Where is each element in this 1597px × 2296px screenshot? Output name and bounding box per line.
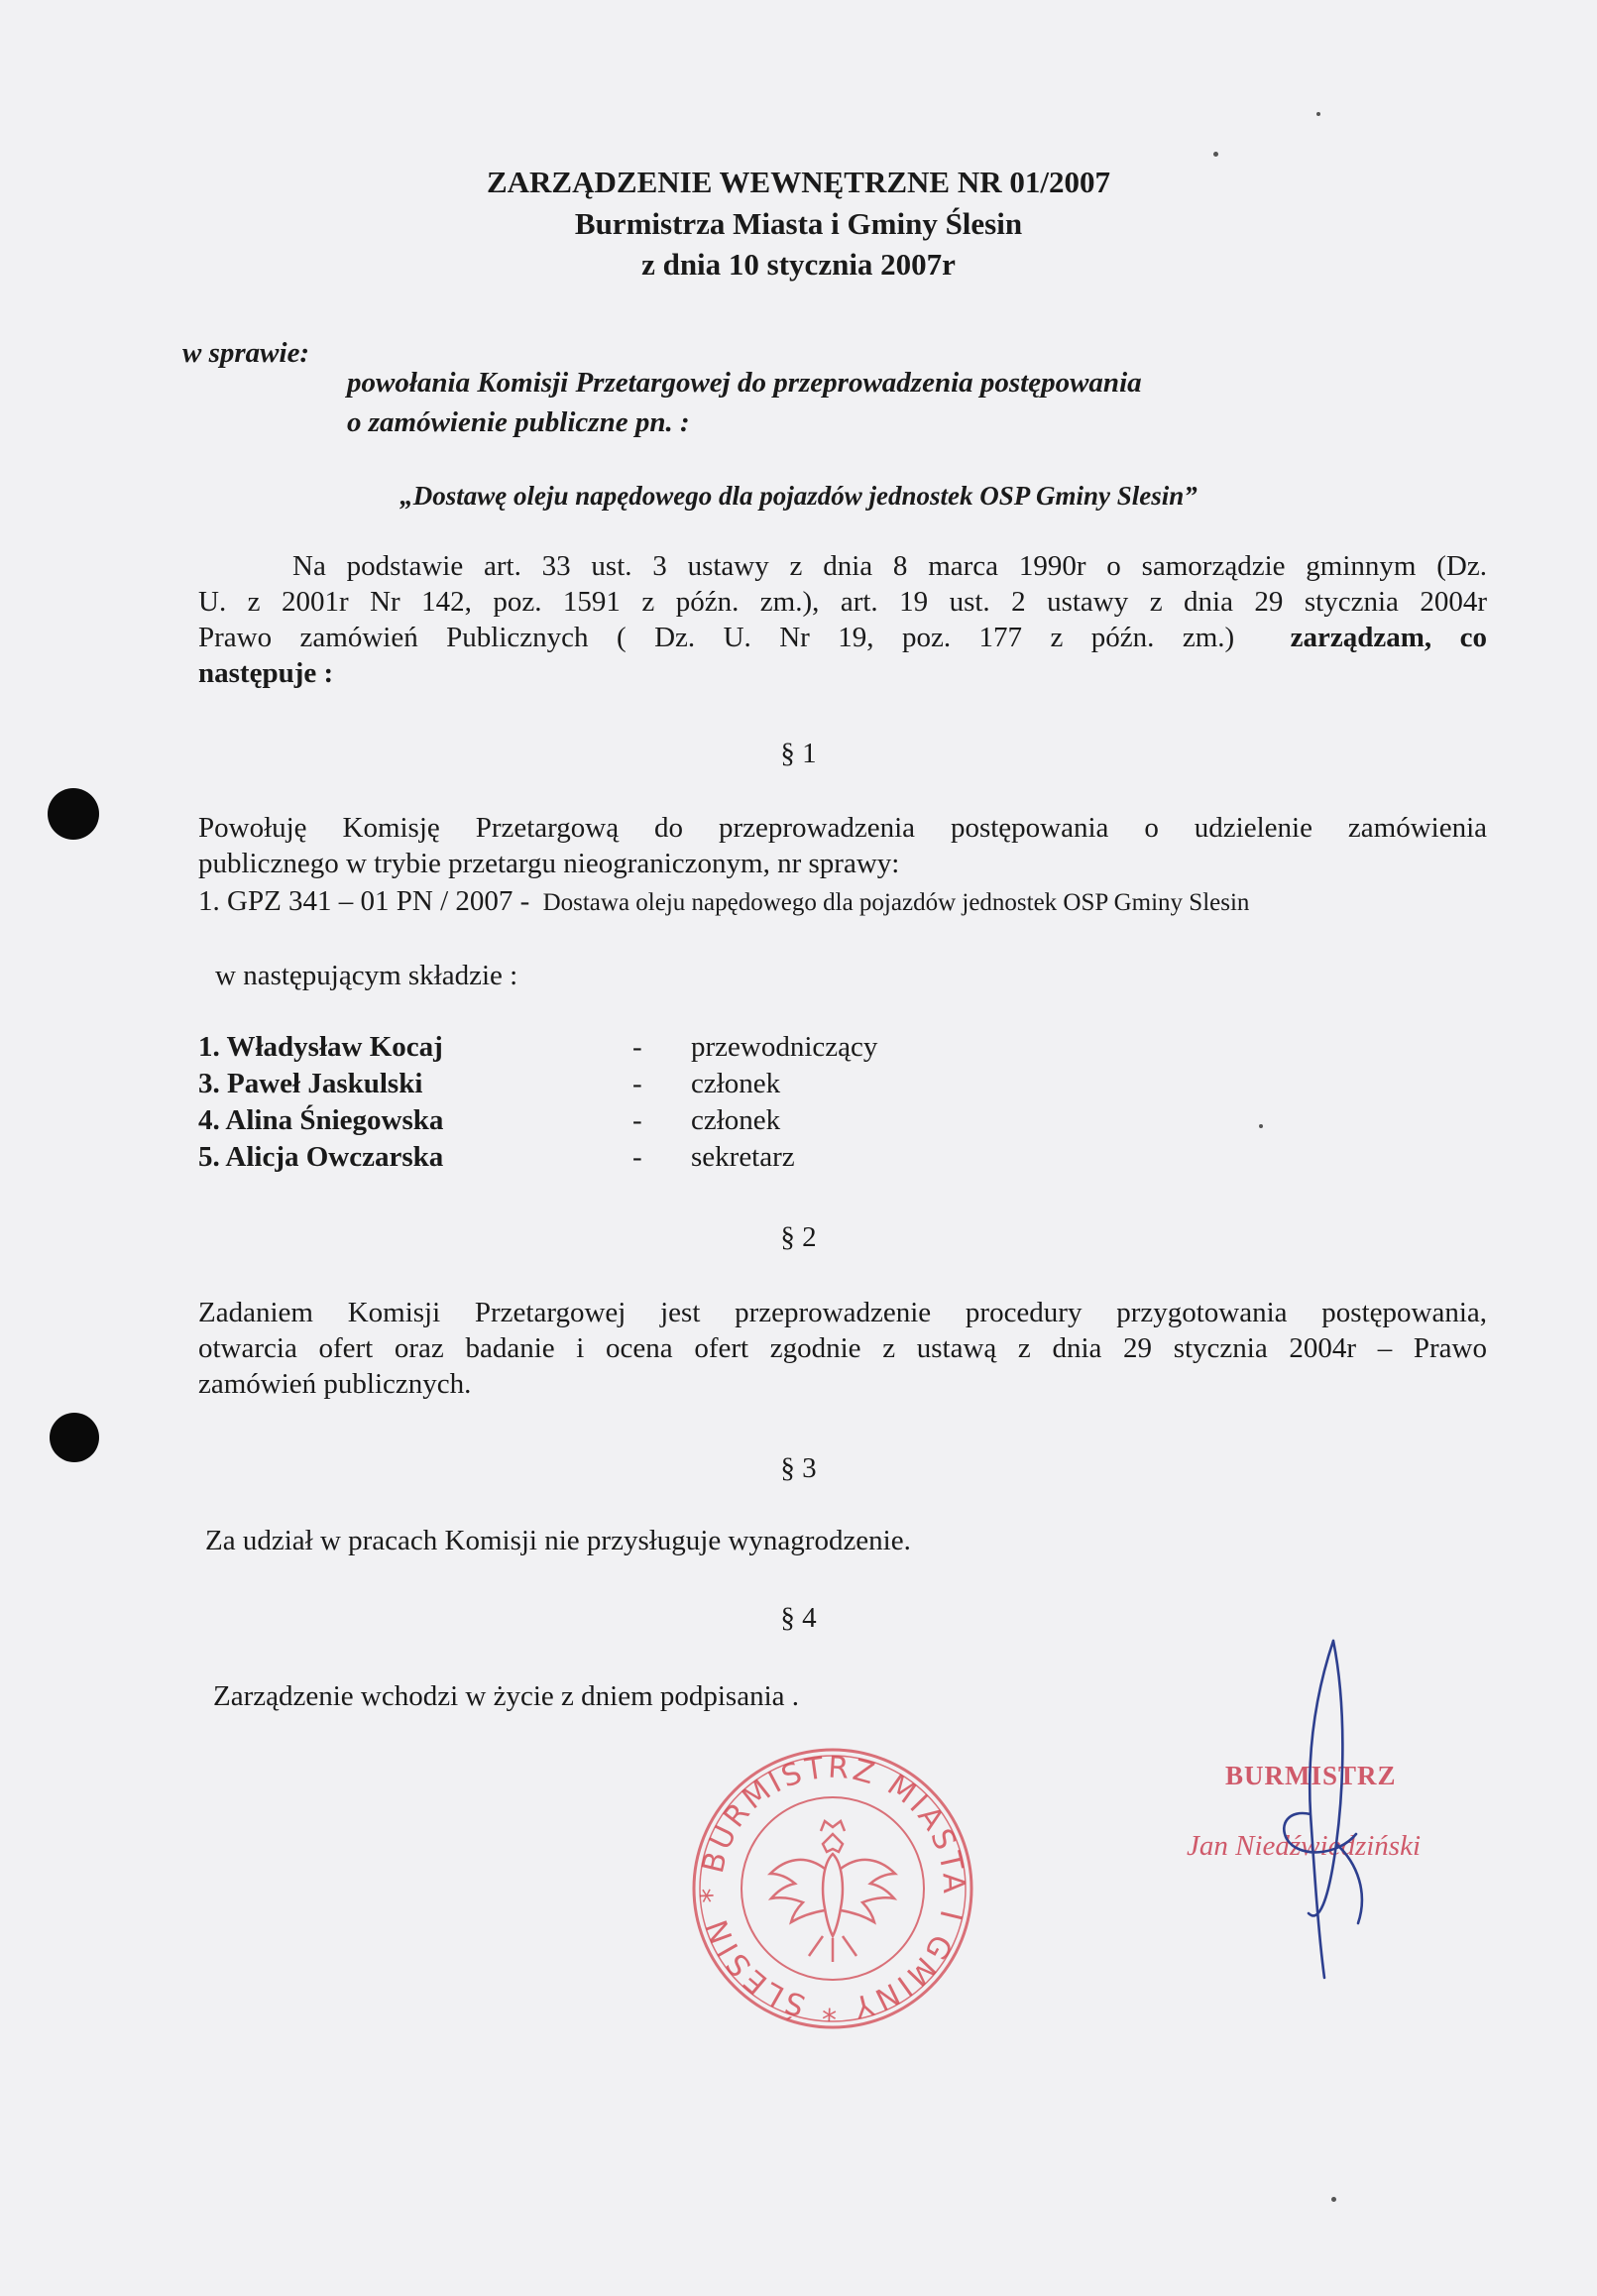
member-dash: -: [632, 1068, 642, 1099]
section-4-text: Zarządzenie wchodzi w życie z dniem podpisania .: [213, 1680, 800, 1712]
subject-line-2: o zamówienie publiczne pn. :: [347, 406, 690, 438]
basis-line-4: następuje :: [198, 657, 334, 689]
signature-title: BURMISTRZ: [1225, 1761, 1397, 1790]
member-dash: -: [632, 1141, 642, 1173]
section-3-text: Za udział w pracach Komisji nie przysługuje wynagrodzenie.: [205, 1525, 911, 1556]
punch-hole: [48, 788, 99, 840]
section-3-heading: § 3: [780, 1452, 817, 1484]
section-1-heading: § 1: [780, 738, 817, 769]
legal-basis-paragraph: [198, 548, 1487, 691]
section-1-line-3: [198, 885, 1249, 918]
section-2-paragraph: [198, 1295, 1487, 1402]
eagle-emblem: [770, 1821, 895, 1962]
signature-name: Jan Niedźwiedziński: [1187, 1830, 1422, 1862]
document-issuer: Burmistrza Miasta i Gminy Ślesin: [574, 206, 1023, 241]
section-2-heading: § 2: [780, 1221, 817, 1253]
basis-line-3-regular: Prawo zamówień Publicznych ( Dz. U. Nr 19, poz. 177 z późn. zm.): [198, 622, 1235, 653]
scan-speck: [1259, 1124, 1263, 1128]
member-role: przewodniczący: [691, 1031, 878, 1063]
composition-label: w następującym składzie :: [215, 960, 518, 991]
member-name: 3. Paweł Jaskulski: [198, 1068, 423, 1099]
subject-label: w sprawie:: [182, 337, 310, 369]
section-1-paragraph: [198, 810, 1487, 881]
member-role: członek: [691, 1104, 781, 1136]
punch-hole: [50, 1413, 99, 1462]
document-date: z dnia 10 stycznia 2007r: [641, 247, 956, 282]
basis-line-2: U. z 2001r Nr 142, poz. 1591 z późn. zm.), art. 19 ust. 2 ustawy z dnia 29 stycznia 2004r: [198, 586, 1487, 618]
member-name: 1. Władysław Kocaj: [198, 1031, 443, 1063]
section-4-heading: § 4: [780, 1602, 817, 1634]
section-1-line-1: Powołuję Komisję Przetargową do przeprowadzenia postępowania o udzielenie zamówienia: [198, 812, 1487, 844]
document-title: ZARZĄDZENIE WEWNĘTRZNE NR 01/2007: [486, 165, 1110, 199]
case-number: 1. GPZ 341 – 01 PN / 2007 -: [198, 885, 530, 917]
member-name: 5. Alicja Owczarska: [198, 1141, 444, 1173]
section-2-line-3: zamówień publicznych.: [198, 1368, 472, 1400]
scan-speck: [1331, 2197, 1336, 2202]
handwritten-signature: [1170, 1626, 1507, 1993]
svg-text:BURMISTRZ MIASTA I GMINY * ŚLE: BURMISTRZ MIASTA I GMINY * ŚLESIN *: [694, 1750, 971, 2027]
member-dash: -: [632, 1031, 642, 1063]
member-name: 4. Alina Śniegowska: [198, 1104, 444, 1136]
basis-line-3-bold: zarządzam, co: [1290, 622, 1487, 653]
member-dash: -: [632, 1104, 642, 1136]
basis-line-1: Na podstawie art. 33 ust. 3 ustawy z dnia 8 marca 1990r o samorządzie gminnym (Dz.: [292, 550, 1487, 582]
member-role: sekretarz: [691, 1141, 795, 1173]
subject-quote: „Dostawę oleju napędowego dla pojazdów jednostek OSP Gminy Slesin”: [399, 481, 1198, 511]
member-role: członek: [691, 1068, 781, 1099]
scan-speck: [1213, 152, 1218, 157]
case-description: Dostawa oleju napędowego dla pojazdów jednostek OSP Gminy Slesin: [542, 889, 1250, 916]
basis-line-3: [198, 620, 1487, 655]
subject-line-1: powołania Komisji Przetargowej do przeprowadzenia postępowania: [347, 367, 1142, 399]
official-stamp: [684, 1740, 981, 2037]
scan-speck: [1316, 112, 1320, 116]
section-2-line-1: Zadaniem Komisji Przetargowej jest przeprowadzenie procedury przygotowania postępowania,: [198, 1297, 1487, 1328]
section-2-line-2: otwarcia ofert oraz badanie i ocena ofert zgodnie z ustawą z dnia 29 stycznia 2004r – Prawo: [198, 1332, 1487, 1364]
section-1-line-2: publicznego w trybie przetargu nieograniczonym, nr sprawy:: [198, 848, 900, 879]
